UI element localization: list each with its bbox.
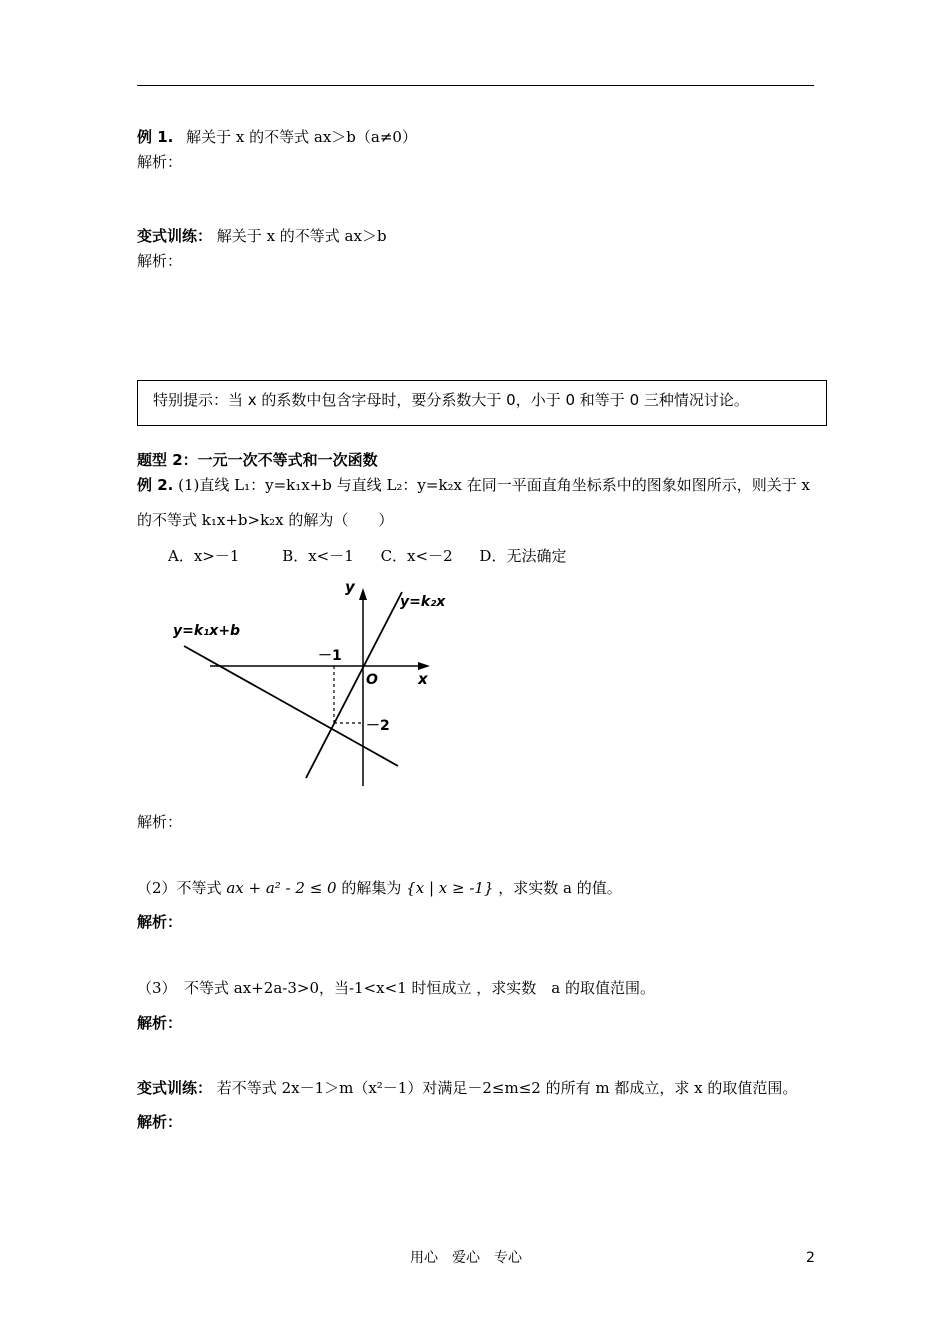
label-neg2: －2 bbox=[366, 718, 390, 734]
part2-mid: 的解集为 bbox=[341, 879, 402, 897]
example-2-part3: （3） 不等式 ax+2a-3>0，当-1<x<1 时恒成立 ，求实数 a 的取值范围。 bbox=[137, 979, 655, 997]
example-1-text: 解关于 x 的不等式 ax＞b（a≠0） bbox=[186, 128, 417, 146]
line-l2 bbox=[306, 592, 402, 778]
variant-2-analysis: 解析： bbox=[137, 1113, 183, 1131]
option-c: C．x<－2 bbox=[380, 547, 453, 565]
label-origin: O bbox=[366, 672, 378, 688]
example-1-label: 例 1. bbox=[137, 128, 174, 146]
header-rule bbox=[137, 85, 814, 86]
label-x: x bbox=[418, 670, 428, 688]
line-graph bbox=[160, 570, 460, 800]
variant-2-label: 变式训练： bbox=[137, 1079, 213, 1097]
option-a: A．x>－1 bbox=[168, 547, 240, 565]
label-l1: y=k₁x+b bbox=[173, 623, 241, 639]
label-neg1: －1 bbox=[318, 648, 342, 664]
option-b: B．x<－1 bbox=[282, 547, 354, 565]
example-2-line2: 的不等式 k₁x+b>k₂x 的解为（ ） bbox=[137, 511, 394, 529]
label-l2: y=k₂x bbox=[400, 594, 446, 610]
example-1-analysis: 解析： bbox=[137, 153, 183, 171]
example-2-question: (1)直线 L₁：y=k₁x+b 与直线 L₂：y=k₂x 在同一平面直角坐标系中的图象如图所示，则关于 x bbox=[178, 476, 811, 494]
part2-pre: （2）不等式 bbox=[137, 879, 222, 897]
page-number: 2 bbox=[806, 1250, 815, 1266]
variant-1-text: 解关于 x 的不等式 ax＞b bbox=[216, 227, 387, 245]
variant-2 bbox=[137, 1078, 797, 1098]
variant-1 bbox=[137, 226, 387, 246]
example-2-analysis-2: 解析： bbox=[137, 913, 183, 931]
section-heading: 题型 2：一元一次不等式和一次函数 bbox=[137, 451, 378, 469]
tip-box bbox=[137, 380, 827, 426]
example-2-line1 bbox=[137, 475, 810, 495]
x-axis-arrow bbox=[418, 662, 430, 670]
line-l1 bbox=[184, 646, 398, 766]
example-2-part2 bbox=[137, 878, 622, 898]
part2-post: ，求实数 a 的值。 bbox=[498, 879, 622, 897]
variant-1-label: 变式训练： bbox=[137, 227, 213, 245]
label-y: y bbox=[345, 578, 355, 596]
option-d: D．无法确定 bbox=[479, 547, 567, 565]
example-2-options bbox=[168, 546, 566, 566]
variant-1-analysis: 解析： bbox=[137, 252, 183, 270]
example-2-label: 例 2. bbox=[137, 476, 174, 494]
y-axis-arrow bbox=[359, 588, 367, 600]
example-2-analysis-1: 解析： bbox=[137, 813, 183, 831]
footer-motto: 用心 爱心 专心 bbox=[410, 1250, 522, 1266]
example-2-analysis-3: 解析： bbox=[137, 1014, 183, 1032]
example-1 bbox=[137, 127, 417, 147]
part2-expression: ax + a² - 2 ≤ 0 bbox=[226, 879, 337, 897]
variant-2-text: 若不等式 2x－1＞m（x²－1）对满足－2≤m≤2 的所有 m 都成立，求 x 的取值范围。 bbox=[216, 1079, 798, 1097]
tip-text: 特别提示：当 x 的系数中包含字母时，要分系数大于 0，小于 0 和等于 0 三种情况讨论。 bbox=[153, 391, 749, 409]
part2-set: {x | x ≥ -1} bbox=[406, 879, 494, 897]
